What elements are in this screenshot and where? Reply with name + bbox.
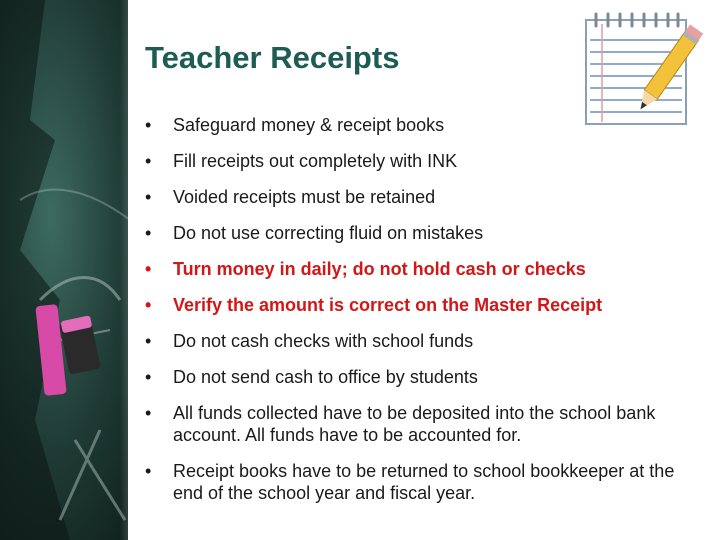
notepad-with-pencil-icon (578, 10, 714, 130)
list-item: • Receipt books have to be returned to school bookkeeper at the end of the school year and fiscal year. (145, 461, 675, 503)
list-item: • Voided receipts must be retained (145, 187, 436, 207)
list-item: • Do not send cash to office by students (145, 367, 478, 387)
list-item: • Fill receipts out completely with INK (145, 151, 458, 171)
page-title: Teacher Receipts (145, 40, 400, 75)
bullet-list (145, 114, 705, 504)
list-item: • All funds collected have to be deposited into the school bank account. All funds have to be accounted for. (145, 403, 656, 445)
list-item: • Do not use correcting fluid on mistakes (145, 223, 484, 243)
list-item: • Verify the amount is correct on the Master Receipt (145, 295, 603, 315)
list-item: • Safeguard money & receipt books (145, 115, 445, 135)
list-item: • Turn money in daily; do not hold cash or checks (145, 259, 586, 279)
list-item: • Do not cash checks with school funds (145, 331, 474, 351)
